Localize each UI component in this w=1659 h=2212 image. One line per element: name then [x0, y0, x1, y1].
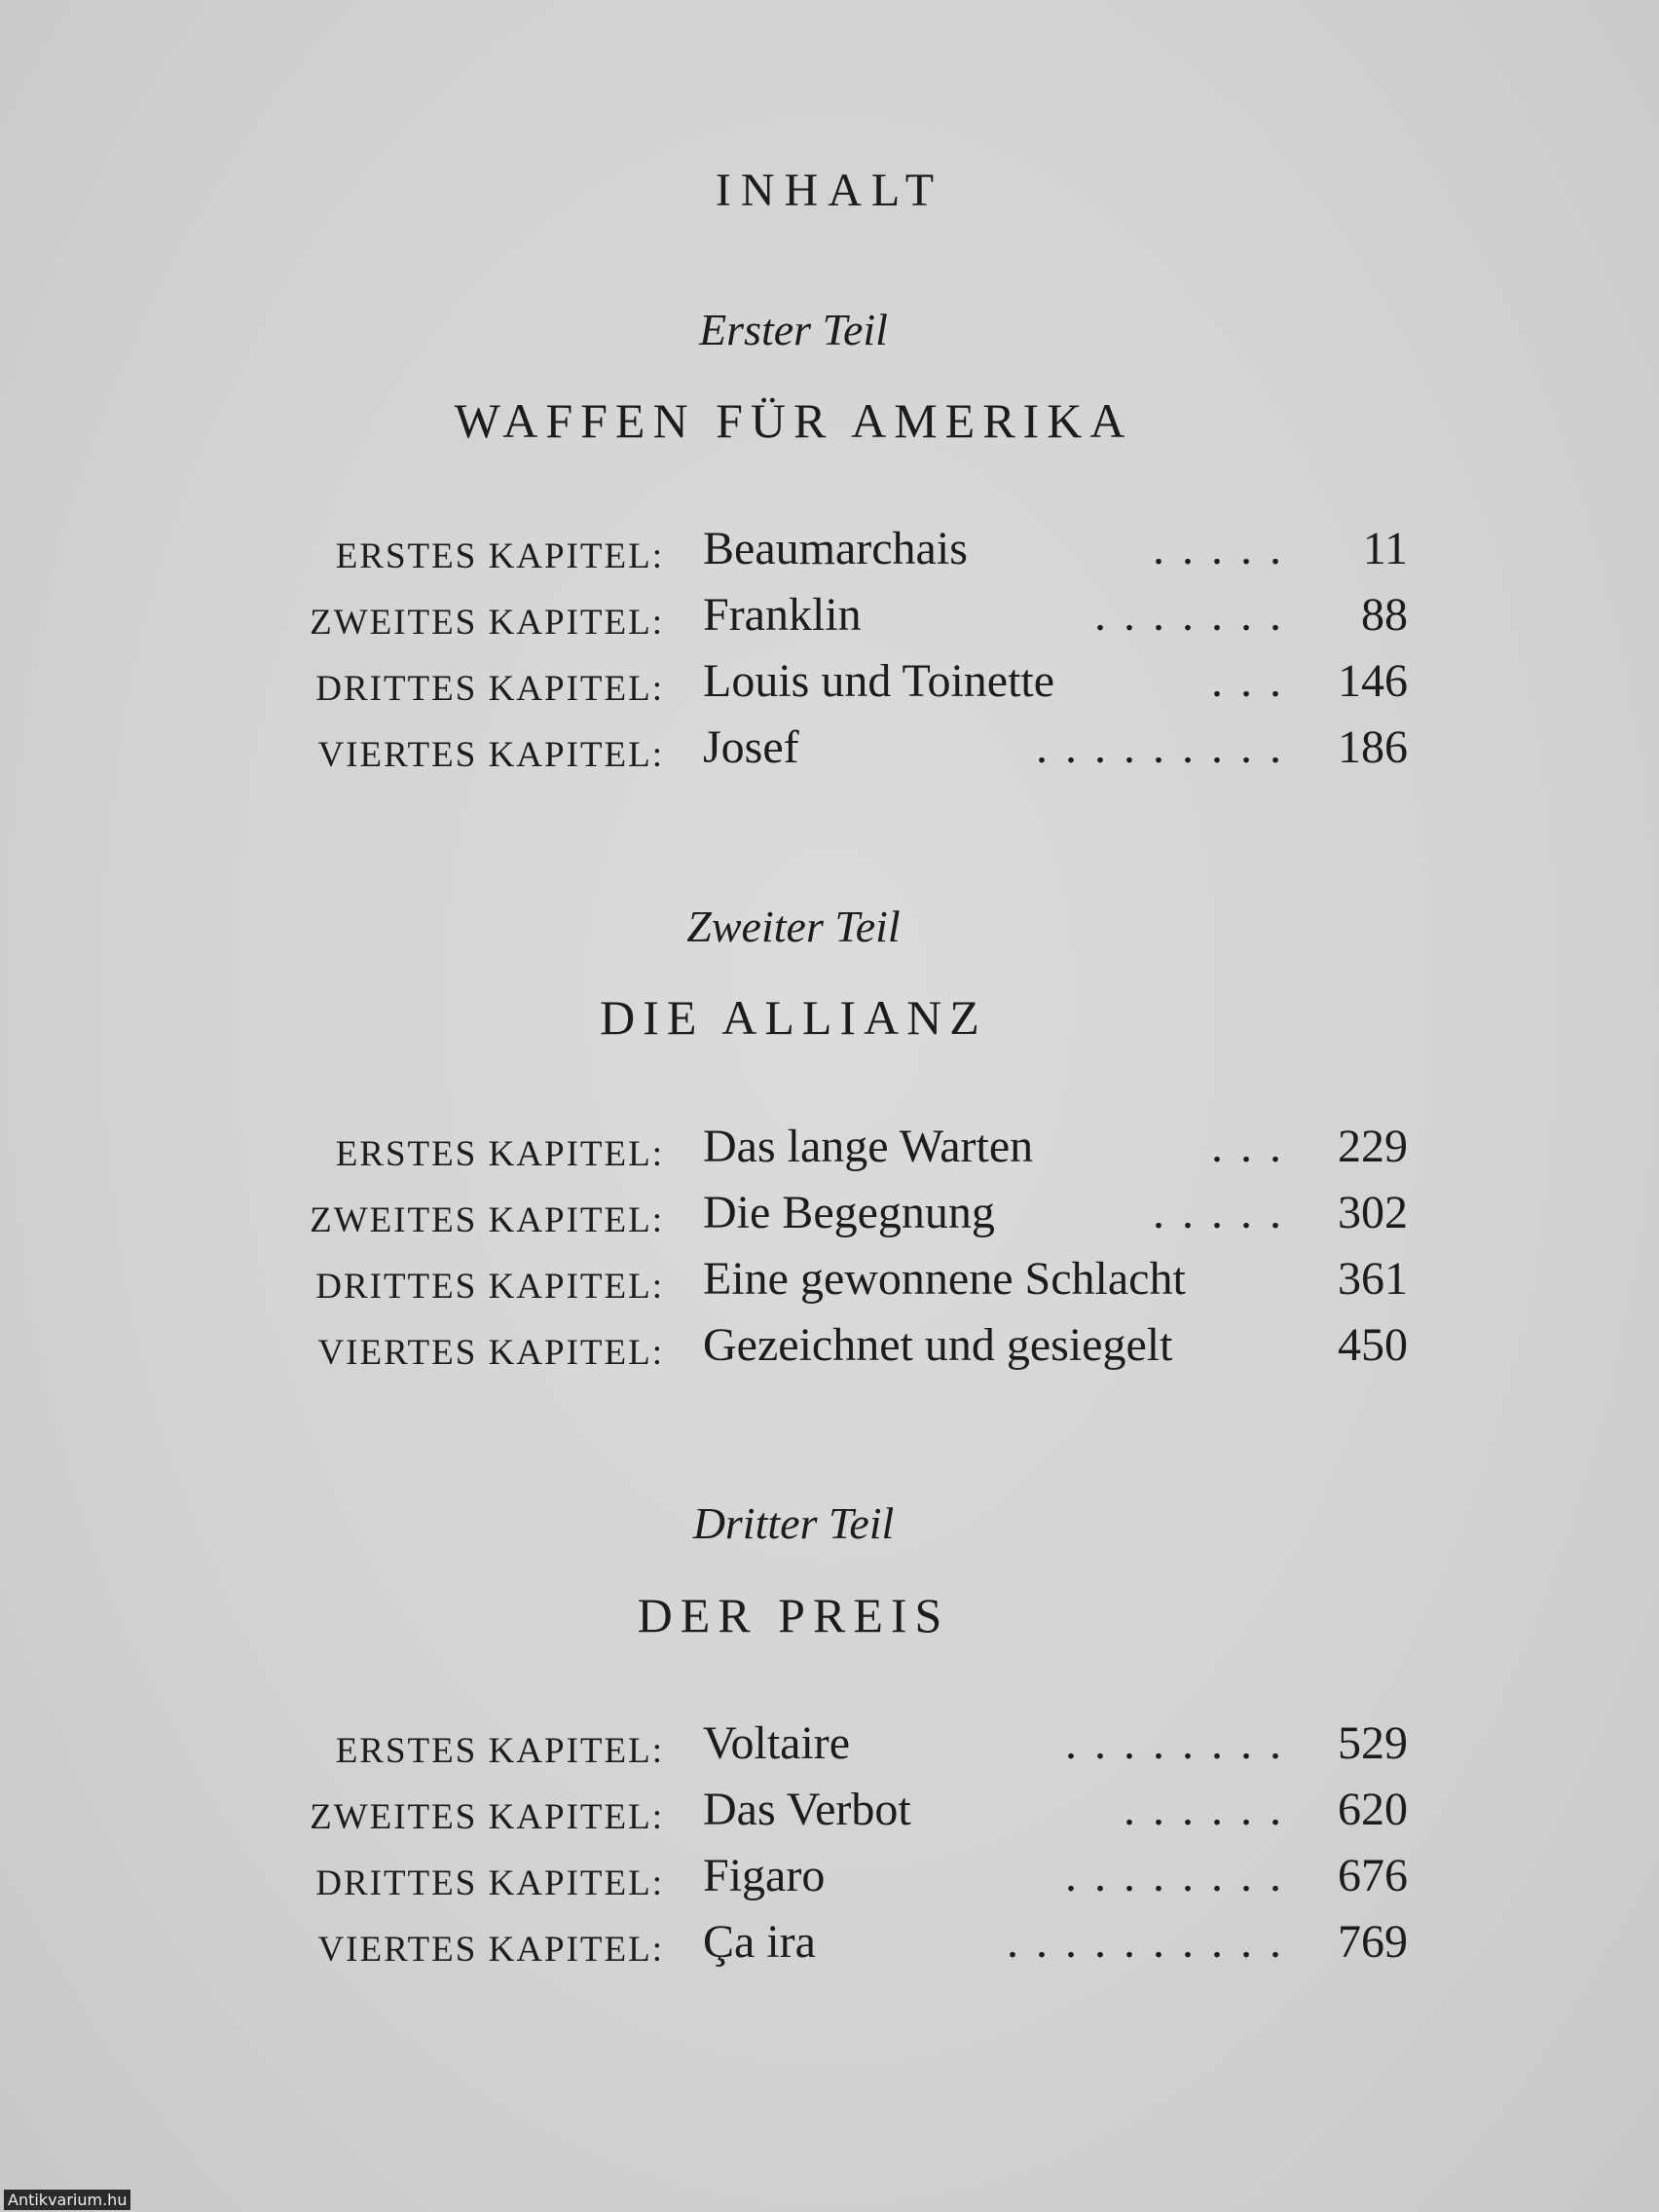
chapter-page-number: 620	[1338, 1784, 1408, 1835]
chapter-label: DRITTES KAPITEL:	[315, 669, 664, 709]
chapter-row	[0, 1716, 1659, 1783]
chapter-title: Das Verbot	[703, 1784, 911, 1835]
chapter-title: Josef	[703, 721, 799, 773]
chapter-page-number: 88	[1361, 589, 1408, 641]
chapter-label: VIERTES KAPITEL:	[317, 735, 664, 775]
chapter-title: Die Begegnung	[703, 1187, 995, 1238]
chapter-row	[0, 720, 1659, 787]
chapter-title: Louis und Toinette	[703, 655, 1055, 707]
part-label-1: Erster Teil	[699, 305, 888, 354]
chapter-leader-dots: ...	[1211, 655, 1299, 707]
part-title-2: DIE ALLIANZ	[600, 990, 987, 1045]
chapter-page-number: 146	[1338, 655, 1408, 707]
page-title: INHALT	[715, 165, 944, 216]
chapter-leader-dots: ..........	[1007, 1916, 1299, 1968]
chapter-page-number: 676	[1338, 1850, 1408, 1901]
chapter-leader-dots: ......	[1124, 1784, 1299, 1835]
chapter-row	[0, 1318, 1659, 1384]
chapter-page-number: 361	[1338, 1253, 1408, 1305]
chapter-title: Gezeichnet und gesiegelt	[703, 1319, 1173, 1371]
chapter-page-number: 450	[1338, 1319, 1408, 1371]
part-label-3: Dritter Teil	[692, 1498, 895, 1548]
chapter-title: Franklin	[703, 589, 862, 641]
chapter-label: DRITTES KAPITEL:	[315, 1267, 664, 1307]
chapter-row	[0, 654, 1659, 720]
chapter-row	[0, 1120, 1659, 1186]
chapter-title: Das lange Warten	[703, 1121, 1034, 1172]
chapter-leader-dots: .....	[1153, 523, 1299, 574]
chapter-page-number: 302	[1338, 1187, 1408, 1238]
chapter-row	[0, 1849, 1659, 1915]
chapter-leader-dots: ........	[1065, 1850, 1299, 1901]
chapter-label: DRITTES KAPITEL:	[315, 1863, 664, 1903]
chapter-row	[0, 1915, 1659, 1981]
chapter-row	[0, 588, 1659, 654]
chapter-leader-dots: .........	[1036, 721, 1299, 773]
chapter-row	[0, 1186, 1659, 1252]
chapter-title: Ça ira	[703, 1916, 816, 1968]
chapter-row	[0, 1252, 1659, 1318]
chapter-leader-dots: ...	[1211, 1121, 1299, 1172]
chapter-title: Figaro	[703, 1850, 826, 1901]
chapter-label: ZWEITES KAPITEL:	[310, 603, 664, 643]
chapter-label: ZWEITES KAPITEL:	[310, 1797, 664, 1837]
chapter-page-number: 529	[1338, 1717, 1408, 1769]
chapter-label: VIERTES KAPITEL:	[317, 1333, 664, 1373]
part-title-3: DER PREIS	[637, 1588, 950, 1642]
chapter-page-number: 11	[1362, 523, 1408, 574]
chapter-title: Eine gewonnene Schlacht	[703, 1253, 1186, 1305]
chapter-label: ZWEITES KAPITEL:	[310, 1200, 664, 1240]
part-label-2: Zweiter Teil	[686, 902, 901, 951]
chapter-label: VIERTES KAPITEL:	[317, 1930, 664, 1970]
chapter-row	[0, 1783, 1659, 1849]
chapter-title: Beaumarchais	[703, 523, 968, 574]
chapter-leader-dots: .....	[1153, 1187, 1299, 1238]
chapter-label: ERSTES KAPITEL:	[335, 1134, 664, 1174]
chapter-title: Voltaire	[703, 1717, 851, 1769]
chapter-row	[0, 522, 1659, 588]
watermark: Antikvarium.hu	[4, 2190, 130, 2210]
chapter-label: ERSTES KAPITEL:	[335, 1731, 664, 1771]
chapter-leader-dots: .......	[1094, 589, 1299, 641]
part-title-1: WAFFEN FÜR AMERIKA	[454, 393, 1133, 448]
chapter-leader-dots: ........	[1065, 1717, 1299, 1769]
chapter-page-number: 769	[1338, 1916, 1408, 1968]
chapter-label: ERSTES KAPITEL:	[335, 536, 664, 576]
chapter-page-number: 229	[1338, 1121, 1408, 1172]
chapter-page-number: 186	[1338, 721, 1408, 773]
